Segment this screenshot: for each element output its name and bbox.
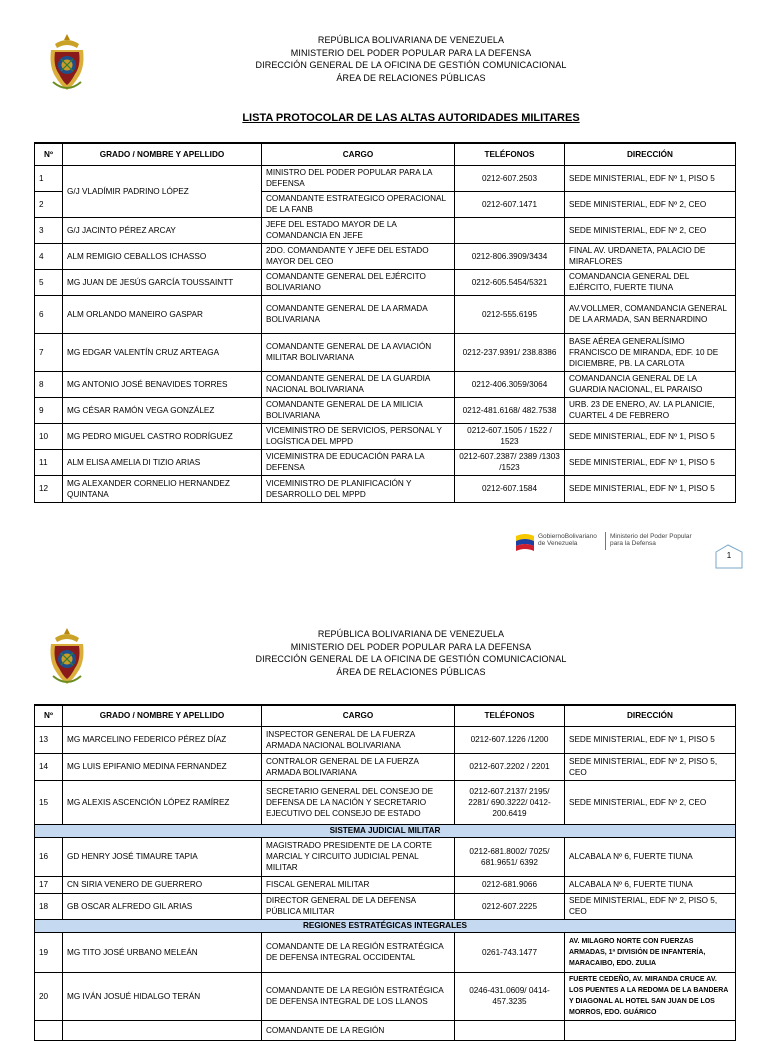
position: DIRECTOR GENERAL DE LA DEFENSA PÚBLICA MILITAR: [262, 893, 455, 919]
position: COMANDANTE DE LA REGIÓN: [262, 1020, 455, 1040]
phone: 0212-607.2225: [455, 893, 565, 919]
table-row: [35, 243, 736, 269]
position: VICEMINISTRO DE PLANIFICACIÓN Y DESARROLLO DEL MPPD: [262, 475, 455, 502]
phone: 0246-431.0609/ 0414-457.3235: [455, 972, 565, 1020]
government-footer-logo: [514, 530, 714, 560]
min-line-1: Ministerio del Poder Popular: [610, 533, 692, 540]
address: SEDE MINISTERIAL, EDF Nº 1, PISO 5: [565, 423, 736, 449]
person-name: MG MARCELINO FEDERICO PÉREZ DÍAZ: [63, 726, 262, 753]
address: FUERTE CEDEÑO, AV. MIRANDA CRUCE AV. LOS PUENTES A LA REDOMA DE LA BANDERA Y DIAGONAL AL HOTEL SAN JUAN DE LOS MORROS, EDO. GUÁRICO: [565, 972, 736, 1020]
header-line-republic: REPÚBLICA BOLIVARIANA DE VENEZUELA: [317, 35, 505, 45]
position: COMANDANTE GENERAL DE LA GUARDIA NACIONAL BOLIVARIANA: [262, 371, 455, 397]
row-number: 4: [35, 243, 63, 269]
row-number: [35, 1020, 63, 1040]
phone: 0212-607.2503: [455, 165, 565, 191]
person-name: CN SIRIA VENERO DE GUERRERO: [63, 876, 262, 893]
table-row: [35, 295, 736, 333]
position: COMANDANTE ESTRATEGICO OPERACIONAL DE LA FANB: [262, 191, 455, 217]
address: BASE AÉREA GENERALÍSIMO FRANCISCO DE MIRANDA, EDF. 10 DE DICIEMBRE, PB. LA CARLOTA: [565, 333, 736, 371]
phone: 0212-555.6195: [455, 295, 565, 333]
document-page-2: [0, 596, 768, 1035]
column-header: CARGO: [262, 143, 455, 165]
table-row: [35, 475, 736, 502]
person-name: [63, 1020, 262, 1040]
gob-line-1: GobiernoBolivariano: [538, 533, 597, 540]
position: COMANDANTE DE LA REGIÓN ESTRATÉGICA DE DEFENSA INTEGRAL OCCIDENTAL: [262, 932, 455, 972]
position: SECRETARIO GENERAL DEL CONSEJO DE DEFENSA DE LA NACIÓN Y SECRETARIO EJECUTIVO DEL CONSEJO DE ESTADO: [262, 780, 455, 824]
row-number: 8: [35, 371, 63, 397]
table-row: [35, 217, 736, 243]
phone: 0212-607.2202 / 2201: [455, 753, 565, 780]
column-header: TELÉFONOS: [455, 143, 565, 165]
person-name: GD HENRY JOSÉ TIMAURE TAPIA: [63, 837, 262, 876]
phone: 0212-681.9066: [455, 876, 565, 893]
footer-divider: [605, 532, 606, 550]
table-row: [35, 423, 736, 449]
address: SEDE MINISTERIAL, EDF Nº 2, CEO: [565, 780, 736, 824]
position: MAGISTRADO PRESIDENTE DE LA CORTE MARCIAL Y CIRCUITO JUDICIAL PENAL MILITAR: [262, 837, 455, 876]
address: COMANDANCIA GENERAL DEL EJÉRCITO, FUERTE TIUNA: [565, 269, 736, 295]
document-title: LISTA PROTOCOLAR DE LAS ALTAS AUTORIDADES MILITARES: [242, 112, 580, 124]
person-name: G/J VLADÍMIR PADRINO LÓPEZ: [63, 165, 262, 217]
person-name: MG TITO JOSÉ URBANO MELEÁN: [63, 932, 262, 972]
row-number: 5: [35, 269, 63, 295]
column-header: Nº: [35, 705, 63, 726]
header-line-directorate: DIRECCIÓN GENERAL DE LA OFICINA DE GESTIÓN COMUNICACIONAL: [255, 654, 567, 664]
row-number: 15: [35, 780, 63, 824]
section-title: SISTEMA JUDICIAL MILITAR: [35, 824, 736, 837]
column-header: GRADO / NOMBRE Y APELLIDO: [63, 143, 262, 165]
letterhead: [180, 628, 642, 678]
header-line-republic: REPÚBLICA BOLIVARIANA DE VENEZUELA: [317, 629, 505, 639]
person-name: MG ALEXIS ASCENCIÓN LÓPEZ RAMÍREZ: [63, 780, 262, 824]
row-number: 6: [35, 295, 63, 333]
table-row: [35, 726, 736, 753]
table-row: [35, 837, 736, 876]
page-number: 1: [726, 551, 732, 560]
ministry-brand-text: [610, 533, 692, 547]
position: VICEMINISTRA DE EDUCACIÓN PARA LA DEFENSA: [262, 449, 455, 475]
gob-line-2: de Venezuela: [538, 540, 578, 547]
header-line-ministry: MINISTERIO DEL PODER POPULAR PARA LA DEFENSA: [290, 47, 532, 58]
address: AV.VOLLMER, COMANDANCIA GENERAL DE LA ARMADA, SAN BERNARDINO: [565, 295, 736, 333]
column-header: DIRECCIÓN: [565, 143, 736, 165]
phone: 0212-607.1471: [455, 191, 565, 217]
address: SEDE MINISTERIAL, EDF Nº 1, PISO 5: [565, 726, 736, 753]
row-number: 7: [35, 333, 63, 371]
header-line-area: ÁREA DE RELACIONES PÚBLICAS: [336, 72, 486, 83]
person-name: GB OSCAR ALFREDO GIL ARIAS: [63, 893, 262, 919]
row-number: 1: [35, 165, 63, 191]
section-row: [35, 919, 736, 932]
phone: [455, 1020, 565, 1040]
address: FINAL AV. URDANETA, PALACIO DE MIRAFLORES: [565, 243, 736, 269]
phone: 0212-237.9391/ 238.8386: [455, 333, 565, 371]
position: COMANDANTE GENERAL DE LA MILICIA BOLIVARIANA: [262, 397, 455, 423]
table-row: [35, 449, 736, 475]
venezuela-flag-icon: [514, 532, 536, 554]
phone: 0212-607.2137/ 2195/ 2281/ 690.3222/ 0412-200.6419: [455, 780, 565, 824]
person-name: MG JUAN DE JESÚS GARCÍA TOUSSAINTT: [63, 269, 262, 295]
column-header: GRADO / NOMBRE Y APELLIDO: [63, 705, 262, 726]
address: URB. 23 DE ENERO, AV. LA PLANICIE, CUARTEL 4 DE FEBRERO: [565, 397, 736, 423]
person-name: ALM REMIGIO CEBALLOS ICHASSO: [63, 243, 262, 269]
address: SEDE MINISTERIAL, EDF Nº 2, CEO: [565, 191, 736, 217]
position: JEFE DEL ESTADO MAYOR DE LA COMANDANCIA EN JEFE: [262, 217, 455, 243]
position: VICEMINISTRO DE SERVICIOS, PERSONAL Y LOGÍSTICA DEL MPPD: [262, 423, 455, 449]
table-row: [35, 893, 736, 919]
position: FISCAL GENERAL MILITAR: [262, 876, 455, 893]
row-number: 18: [35, 893, 63, 919]
person-name: MG CÉSAR RAMÓN VEGA GONZÁLEZ: [63, 397, 262, 423]
phone: 0212-607.1226 /1200: [455, 726, 565, 753]
section-title: REGIONES ESTRATÉGICAS INTEGRALES: [35, 919, 736, 932]
government-brand-text: [538, 533, 597, 547]
row-number: 20: [35, 972, 63, 1020]
position: COMANDANTE GENERAL DEL EJÉRCITO BOLIVARIANO: [262, 269, 455, 295]
position: MINISTRO DEL PODER POPULAR PARA LA DEFENSA: [262, 165, 455, 191]
table-header-row: [35, 143, 736, 165]
section-row: [35, 824, 736, 837]
table-row: [35, 876, 736, 893]
phone: 0212-607.1505 / 1522 / 1523: [455, 423, 565, 449]
column-header: TELÉFONOS: [455, 705, 565, 726]
header-line-area: ÁREA DE RELACIONES PÚBLICAS: [336, 666, 486, 677]
min-line-2: para la Defensa: [610, 540, 656, 547]
letterhead: [180, 34, 642, 84]
address: SEDE MINISTERIAL, EDF Nº 2, PISO 5, CEO: [565, 893, 736, 919]
person-name: MG ALEXANDER CORNELIO HERNANDEZ QUINTANA: [63, 475, 262, 502]
coat-of-arms-logo: [47, 626, 87, 688]
column-header: Nº: [35, 143, 63, 165]
address: AV. MILAGRO NORTE CON FUERZAS ARMADAS, 1ª DIVISIÓN DE INFANTERÍA, MARACAIBO, EDO. ZULIA: [565, 932, 736, 972]
table-row: [35, 972, 736, 1020]
address: COMANDANCIA GENERAL DE LA GUARDIA NACIONAL, EL PARAISO: [565, 371, 736, 397]
table-row: [35, 1020, 736, 1040]
person-name: ALM ORLANDO MANEIRO GASPAR: [63, 295, 262, 333]
address: SEDE MINISTERIAL, EDF Nº 1, PISO 5: [565, 165, 736, 191]
table-row: [35, 371, 736, 397]
page-number-badge: [714, 544, 744, 570]
person-name: MG ANTONIO JOSÉ BENAVIDES TORRES: [63, 371, 262, 397]
table-header-row: [35, 705, 736, 726]
column-header: DIRECCIÓN: [565, 705, 736, 726]
table-row: [35, 333, 736, 371]
table-row: [35, 165, 736, 191]
phone: 0212-481.6168/ 482.7538: [455, 397, 565, 423]
phone: 0212-806.3909/3434: [455, 243, 565, 269]
address: SEDE MINISTERIAL, EDF Nº 1, PISO 5: [565, 449, 736, 475]
table-row: [35, 269, 736, 295]
person-name: MG EDGAR VALENTÍN CRUZ ARTEAGA: [63, 333, 262, 371]
table-row: [35, 753, 736, 780]
phone: 0212-681.8002/ 7025/ 681.9651/ 6392: [455, 837, 565, 876]
coat-of-arms-logo: [47, 32, 87, 94]
table-row: [35, 932, 736, 972]
phone: 0212-607.2387/ 2389 /1303 /1523: [455, 449, 565, 475]
header-line-directorate: DIRECCIÓN GENERAL DE LA OFICINA DE GESTIÓN COMUNICACIONAL: [255, 60, 567, 70]
row-number: 3: [35, 217, 63, 243]
address: ALCABALA Nº 6, FUERTE TIUNA: [565, 876, 736, 893]
authorities-table-page-2: [34, 704, 736, 1041]
position: COMANDANTE GENERAL DE LA ARMADA BOLIVARIANA: [262, 295, 455, 333]
person-name: MG PEDRO MIGUEL CASTRO RODRÍGUEZ: [63, 423, 262, 449]
phone: 0212-605.5454/5321: [455, 269, 565, 295]
person-name: G/J JACINTO PÉREZ ARCAY: [63, 217, 262, 243]
address: SEDE MINISTERIAL, EDF Nº 1, PISO 5: [565, 475, 736, 502]
table-row: [35, 397, 736, 423]
row-number: 12: [35, 475, 63, 502]
column-header: CARGO: [262, 705, 455, 726]
person-name: MG LUIS EPIFANIO MEDINA FERNANDEZ: [63, 753, 262, 780]
row-number: 2: [35, 191, 63, 217]
position: COMANDANTE DE LA REGIÓN ESTRATÉGICA DE DEFENSA INTEGRAL DE LOS LLANOS: [262, 972, 455, 1020]
row-number: 10: [35, 423, 63, 449]
person-name: ALM ELISA AMELIA DI TIZIO ARIAS: [63, 449, 262, 475]
row-number: 11: [35, 449, 63, 475]
position: CONTRALOR GENERAL DE LA FUERZA ARMADA BOLIVARIANA: [262, 753, 455, 780]
table-row: [35, 780, 736, 824]
position: INSPECTOR GENERAL DE LA FUERZA ARMADA NACIONAL BOLIVARIANA: [262, 726, 455, 753]
position: COMANDANTE GENERAL DE LA AVIACIÓN MILITAR BOLIVARIANA: [262, 333, 455, 371]
address: SEDE MINISTERIAL, EDF Nº 2, CEO: [565, 217, 736, 243]
address: SEDE MINISTERIAL, EDF Nº 2, PISO 5, CEO: [565, 753, 736, 780]
header-line-ministry: MINISTERIO DEL PODER POPULAR PARA LA DEFENSA: [290, 641, 532, 652]
position: 2DO. COMANDANTE Y JEFE DEL ESTADO MAYOR DEL CEO: [262, 243, 455, 269]
phone: 0212-406.3059/3064: [455, 371, 565, 397]
row-number: 9: [35, 397, 63, 423]
phone: 0212-607.1584: [455, 475, 565, 502]
phone: [455, 217, 565, 243]
row-number: 17: [35, 876, 63, 893]
row-number: 16: [35, 837, 63, 876]
row-number: 14: [35, 753, 63, 780]
address: ALCABALA Nº 6, FUERTE TIUNA: [565, 837, 736, 876]
person-name: MG IVÁN JOSUÉ HIDALGO TERÁN: [63, 972, 262, 1020]
phone: 0261-743.1477: [455, 932, 565, 972]
address: [565, 1020, 736, 1040]
row-number: 13: [35, 726, 63, 753]
row-number: 19: [35, 932, 63, 972]
authorities-table-page-1: [34, 142, 736, 503]
